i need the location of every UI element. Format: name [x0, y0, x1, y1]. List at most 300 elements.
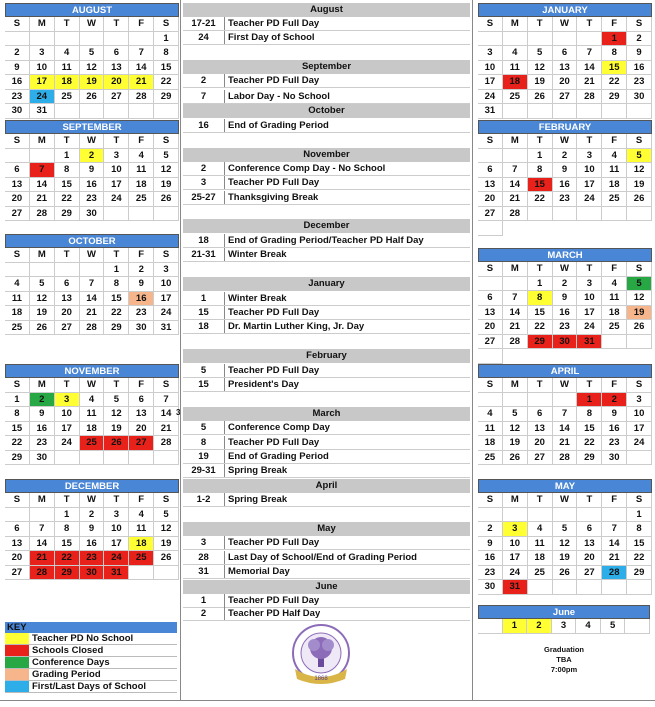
- day-cell: 25: [129, 551, 154, 566]
- day-cell: 15: [55, 537, 80, 552]
- day-cell: [80, 451, 105, 466]
- section-march: March: [183, 407, 470, 421]
- day-cell: 21: [503, 192, 528, 207]
- day-cell: 26: [528, 90, 553, 105]
- weekday-label: S: [154, 134, 179, 149]
- day-cell: 1: [154, 32, 179, 47]
- day-cell: 8: [528, 163, 553, 178]
- event-row: 28 Last Day of School/End of Grading Period: [183, 551, 470, 565]
- day-cell: 7: [30, 522, 55, 537]
- day-cell: 1: [104, 263, 129, 278]
- weekday-label: F: [129, 17, 154, 32]
- day-cell: 28: [503, 335, 528, 350]
- day-cell: 28: [503, 207, 528, 222]
- day-cell: 21: [553, 436, 578, 451]
- day-cell: 4: [129, 149, 154, 164]
- day-cell: 26: [30, 321, 55, 336]
- month-may: [478, 479, 652, 595]
- key-title: KEY: [5, 622, 177, 633]
- day-cell: 5: [601, 619, 626, 634]
- event-row: 3 Teacher PD Full Day: [183, 536, 470, 550]
- day-cell: 5: [104, 393, 129, 408]
- day-cell: 11: [602, 163, 627, 178]
- day-cell: 18: [5, 306, 30, 321]
- day-cell: 2: [129, 263, 154, 278]
- month-june: [478, 605, 650, 634]
- day-cell: 14: [80, 292, 105, 307]
- day-cell: 3: [154, 263, 179, 278]
- day-cell: 1: [55, 149, 80, 164]
- event-row: 15 Teacher PD Full Day: [183, 306, 470, 320]
- weekday-label: T: [577, 17, 602, 32]
- day-cell: 14: [503, 306, 528, 321]
- day-cell: 31: [104, 566, 129, 581]
- day-cell: 15: [154, 61, 179, 76]
- weekday-label: F: [129, 134, 154, 149]
- weekday-label: S: [478, 493, 503, 508]
- day-cell: 18: [80, 422, 105, 437]
- day-cell: 27: [577, 566, 602, 581]
- day-cell: 9: [553, 163, 578, 178]
- section-june: June: [183, 580, 470, 594]
- weekday-label: S: [627, 378, 652, 393]
- day-cell: 8: [154, 46, 179, 61]
- section-april: April: [183, 479, 470, 493]
- day-cell: 14: [602, 537, 627, 552]
- day-cell: [80, 32, 105, 47]
- day-cell: 26: [154, 192, 179, 207]
- day-cell: 17: [627, 422, 652, 437]
- day-cell: [104, 32, 129, 47]
- day-cell: 14: [503, 178, 528, 193]
- day-cell: 15: [627, 537, 652, 552]
- day-cell: 30: [627, 90, 652, 105]
- day-cell: 12: [528, 61, 553, 76]
- weekday-label: M: [503, 378, 528, 393]
- day-cell: 7: [503, 291, 528, 306]
- day-cell: 9: [80, 522, 105, 537]
- day-cell: 19: [528, 75, 553, 90]
- day-cell: 9: [553, 291, 578, 306]
- day-cell: 16: [553, 178, 578, 193]
- event-row: 16 End of Grading Period: [183, 119, 470, 133]
- day-cell: 23: [627, 75, 652, 90]
- day-cell: 13: [478, 178, 503, 193]
- day-cell: 20: [55, 306, 80, 321]
- day-cell: 3: [55, 393, 80, 408]
- day-cell: 2: [553, 149, 578, 164]
- day-cell: 12: [154, 163, 179, 178]
- day-cell: [30, 263, 55, 278]
- day-cell: 4: [503, 46, 528, 61]
- day-cell: 24: [104, 192, 129, 207]
- day-cell: 7: [80, 277, 105, 292]
- day-cell: 16: [602, 422, 627, 437]
- day-cell: 26: [80, 90, 105, 105]
- day-cell: [104, 451, 129, 466]
- weekday-label: S: [627, 262, 652, 277]
- key-swatch: [5, 633, 29, 644]
- day-cell: 27: [129, 436, 154, 451]
- key-label: Conference Days: [32, 657, 110, 668]
- day-cell: 12: [80, 61, 105, 76]
- section-may: May: [183, 522, 470, 536]
- day-cell: [478, 221, 503, 236]
- day-cell: 1: [627, 508, 652, 523]
- weekday-label: F: [129, 493, 154, 508]
- day-cell: 4: [602, 149, 627, 164]
- day-cell: 18: [528, 551, 553, 566]
- day-cell: 23: [602, 436, 627, 451]
- weekday-label: T: [104, 17, 129, 32]
- day-cell: [30, 149, 55, 164]
- day-cell: [129, 32, 154, 47]
- day-cell: 17: [577, 178, 602, 193]
- key-swatch: [5, 681, 29, 692]
- day-cell: [627, 335, 652, 350]
- day-cell: 22: [55, 551, 80, 566]
- day-cell: 10: [154, 277, 179, 292]
- day-cell: 17: [478, 75, 503, 90]
- day-cell: 24: [154, 306, 179, 321]
- day-cell: 12: [104, 407, 129, 422]
- day-cell: 5: [503, 407, 528, 422]
- day-cell: 23: [80, 192, 105, 207]
- day-cell: 7: [577, 46, 602, 61]
- section-october: October: [183, 104, 470, 118]
- day-cell: [478, 349, 503, 364]
- weekday-label: T: [577, 262, 602, 277]
- day-cell: 3: [577, 149, 602, 164]
- weekday-label: W: [553, 378, 578, 393]
- day-cell: 9: [80, 163, 105, 178]
- day-cell: 22: [104, 306, 129, 321]
- day-cell: 16: [129, 292, 154, 307]
- day-cell: 19: [553, 551, 578, 566]
- day-cell: 14: [577, 61, 602, 76]
- day-cell: 25: [5, 321, 30, 336]
- day-cell: [30, 32, 55, 47]
- weekday-label: S: [478, 134, 503, 149]
- graduation-label: Graduation: [543, 645, 584, 654]
- day-cell: [503, 393, 528, 408]
- graduation-time: 7:00pm: [550, 665, 578, 674]
- day-cell: 16: [5, 75, 30, 90]
- day-cell: 23: [478, 566, 503, 581]
- day-cell: 22: [5, 436, 30, 451]
- day-cell: 1: [5, 393, 30, 408]
- month-header: OCTOBER: [5, 234, 179, 248]
- day-cell: [602, 207, 627, 222]
- day-cell: 5: [154, 508, 179, 523]
- month-header: DECEMBER: [5, 479, 179, 493]
- day-cell: 2: [80, 508, 105, 523]
- day-cell: 4: [55, 46, 80, 61]
- day-cell: 6: [528, 407, 553, 422]
- day-cell: [129, 104, 154, 119]
- day-cell: 2: [30, 393, 55, 408]
- day-cell: 29: [5, 451, 30, 466]
- day-cell: 3: [30, 46, 55, 61]
- event-row: 19 End of Grading Period: [183, 450, 470, 464]
- day-cell: 22: [627, 551, 652, 566]
- day-cell: 8: [627, 522, 652, 537]
- day-cell: 19: [627, 178, 652, 193]
- day-cell: 5: [30, 277, 55, 292]
- day-cell: 14: [30, 537, 55, 552]
- event-row: 5 Teacher PD Full Day: [183, 364, 470, 378]
- day-cell: 6: [577, 522, 602, 537]
- day-cell: 3: [104, 149, 129, 164]
- day-cell: 6: [129, 393, 154, 408]
- day-cell: 31: [478, 104, 503, 119]
- event-row: 15 President's Day: [183, 378, 470, 392]
- day-cell: 20: [104, 75, 129, 90]
- day-cell: 23: [80, 551, 105, 566]
- weekday-label: T: [55, 248, 80, 263]
- day-cell: 28: [129, 90, 154, 105]
- day-cell: 7: [602, 522, 627, 537]
- day-cell: 13: [104, 61, 129, 76]
- day-cell: 10: [30, 61, 55, 76]
- day-cell: 2: [627, 32, 652, 47]
- weekday-label: T: [528, 134, 553, 149]
- day-cell: 28: [30, 207, 55, 222]
- day-cell: 21: [503, 320, 528, 335]
- event-row: 8 Teacher PD Full Day: [183, 436, 470, 450]
- day-cell: 16: [627, 61, 652, 76]
- day-cell: 26: [503, 451, 528, 466]
- day-cell: 25: [528, 566, 553, 581]
- day-cell: 20: [528, 436, 553, 451]
- day-cell: 22: [528, 192, 553, 207]
- day-cell: 11: [80, 407, 105, 422]
- day-cell: 10: [104, 163, 129, 178]
- day-cell: 31: [154, 321, 179, 336]
- day-cell: 8: [528, 291, 553, 306]
- day-cell: 4: [80, 393, 105, 408]
- day-cell: [503, 277, 528, 292]
- day-cell: 16: [80, 178, 105, 193]
- day-cell: 7: [503, 163, 528, 178]
- weekday-label: T: [528, 17, 553, 32]
- event-row: 1-2 Spring Break: [183, 493, 470, 507]
- weekday-label: F: [602, 262, 627, 277]
- day-cell: 14: [154, 407, 179, 422]
- day-cell: 1: [503, 619, 528, 634]
- day-cell: 31: [30, 104, 55, 119]
- day-cell: 25: [503, 90, 528, 105]
- day-cell: 13: [553, 61, 578, 76]
- day-cell: 28: [80, 321, 105, 336]
- weekday-label: M: [30, 493, 55, 508]
- day-cell: 19: [503, 436, 528, 451]
- day-cell: [5, 149, 30, 164]
- weekday-label: W: [80, 17, 105, 32]
- weekday-label: S: [627, 17, 652, 32]
- day-cell: 20: [5, 551, 30, 566]
- day-cell: 21: [80, 306, 105, 321]
- day-cell: [553, 32, 578, 47]
- legend-key: [5, 622, 177, 693]
- day-cell: 1: [602, 32, 627, 47]
- event-row: 7 Labor Day - No School: [183, 90, 470, 104]
- day-cell: 29: [154, 90, 179, 105]
- day-cell: 5: [528, 46, 553, 61]
- day-cell: 7: [129, 46, 154, 61]
- day-cell: 29: [528, 335, 553, 350]
- weekday-label: T: [104, 378, 129, 393]
- weekday-label: S: [154, 493, 179, 508]
- day-cell: 17: [30, 75, 55, 90]
- day-cell: 5: [80, 46, 105, 61]
- day-cell: 7: [30, 163, 55, 178]
- day-cell: 9: [129, 277, 154, 292]
- day-cell: 10: [478, 61, 503, 76]
- weekday-label: S: [154, 378, 179, 393]
- event-row: 21-31 Winter Break: [183, 248, 470, 262]
- day-cell: 14: [553, 422, 578, 437]
- day-cell: 23: [5, 90, 30, 105]
- day-cell: [553, 580, 578, 595]
- day-cell: 4: [576, 619, 601, 634]
- day-cell: 16: [30, 422, 55, 437]
- day-cell: 29: [602, 90, 627, 105]
- weekday-label: W: [80, 493, 105, 508]
- weekday-label: S: [478, 378, 503, 393]
- key-item: [5, 669, 177, 681]
- event-row: 18 Dr. Martin Luther King, Jr. Day: [183, 320, 470, 334]
- day-cell: 11: [478, 422, 503, 437]
- day-cell: 10: [577, 291, 602, 306]
- weekday-label: W: [553, 134, 578, 149]
- day-cell: [553, 104, 578, 119]
- graduation-date: TBA: [556, 655, 572, 664]
- day-cell: 6: [55, 277, 80, 292]
- day-cell: 2: [80, 149, 105, 164]
- weekday-label: F: [602, 17, 627, 32]
- day-cell: 23: [553, 192, 578, 207]
- day-cell: 17: [503, 551, 528, 566]
- day-cell: 4: [5, 277, 30, 292]
- day-cell: 6: [478, 163, 503, 178]
- month-february: [478, 120, 652, 236]
- day-cell: 28: [602, 566, 627, 581]
- section-september: September: [183, 60, 470, 74]
- month-header: June: [478, 605, 650, 619]
- key-swatch: [5, 645, 29, 656]
- day-cell: [478, 393, 503, 408]
- key-swatch: [5, 657, 29, 668]
- day-cell: 8: [55, 522, 80, 537]
- day-cell: 5: [553, 522, 578, 537]
- day-cell: 18: [129, 178, 154, 193]
- day-cell: 27: [55, 321, 80, 336]
- day-cell: 11: [503, 61, 528, 76]
- day-cell: 26: [553, 566, 578, 581]
- weekday-label: T: [104, 493, 129, 508]
- month-header: JANUARY: [478, 3, 652, 17]
- svg-text:1868: 1868: [314, 676, 328, 682]
- month-september: [5, 120, 179, 221]
- day-cell: [627, 104, 652, 119]
- key-label: First/Last Days of School: [32, 681, 147, 692]
- day-cell: 15: [55, 178, 80, 193]
- weekday-label: S: [5, 134, 30, 149]
- key-item: [5, 681, 177, 693]
- day-cell: [5, 32, 30, 47]
- weekday-label: M: [30, 248, 55, 263]
- weekday-label: S: [154, 17, 179, 32]
- day-cell: 19: [30, 306, 55, 321]
- day-cell: [104, 104, 129, 119]
- section-february: February: [183, 349, 470, 363]
- event-row: 2 Teacher PD Half Day: [183, 607, 470, 621]
- day-cell: 4: [478, 407, 503, 422]
- day-cell: 2: [478, 522, 503, 537]
- day-cell: 26: [104, 436, 129, 451]
- day-cell: 9: [30, 407, 55, 422]
- day-cell: [577, 104, 602, 119]
- day-cell: 2: [553, 277, 578, 292]
- day-cell: 15: [577, 422, 602, 437]
- month-header: APRIL: [478, 364, 652, 378]
- day-cell: [154, 451, 179, 466]
- day-cell: [602, 104, 627, 119]
- day-cell: 4: [129, 508, 154, 523]
- day-cell: [503, 149, 528, 164]
- day-cell: 6: [5, 163, 30, 178]
- day-cell: [478, 508, 503, 523]
- day-cell: 27: [104, 90, 129, 105]
- weekday-label: T: [55, 17, 80, 32]
- day-cell: 27: [5, 207, 30, 222]
- day-cell: 17: [154, 292, 179, 307]
- day-cell: [154, 104, 179, 119]
- day-cell: 24: [627, 436, 652, 451]
- event-row: 2 Teacher PD Full Day: [183, 74, 470, 88]
- weekday-label: F: [129, 248, 154, 263]
- day-cell: 7: [154, 393, 179, 408]
- day-cell: 30: [80, 566, 105, 581]
- day-cell: 30: [553, 335, 578, 350]
- key-label: Schools Closed: [32, 645, 104, 656]
- day-cell: [503, 32, 528, 47]
- day-cell: 20: [5, 192, 30, 207]
- day-cell: 9: [478, 537, 503, 552]
- day-cell: 25: [129, 192, 154, 207]
- day-cell: 13: [528, 422, 553, 437]
- day-cell: 15: [528, 178, 553, 193]
- day-cell: 20: [553, 75, 578, 90]
- day-cell: 17: [577, 306, 602, 321]
- day-cell: 15: [5, 422, 30, 437]
- event-row: 5 Conference Comp Day: [183, 421, 470, 435]
- day-cell: 18: [602, 306, 627, 321]
- key-item: [5, 633, 177, 645]
- day-cell: 4: [602, 277, 627, 292]
- weekday-label: M: [503, 262, 528, 277]
- day-cell: [478, 32, 503, 47]
- day-cell: 1: [577, 393, 602, 408]
- weekday-label: M: [30, 134, 55, 149]
- day-cell: 8: [577, 407, 602, 422]
- day-cell: [478, 149, 503, 164]
- day-cell: 11: [5, 292, 30, 307]
- day-cell: [627, 580, 652, 595]
- day-cell: [577, 207, 602, 222]
- day-cell: 21: [577, 75, 602, 90]
